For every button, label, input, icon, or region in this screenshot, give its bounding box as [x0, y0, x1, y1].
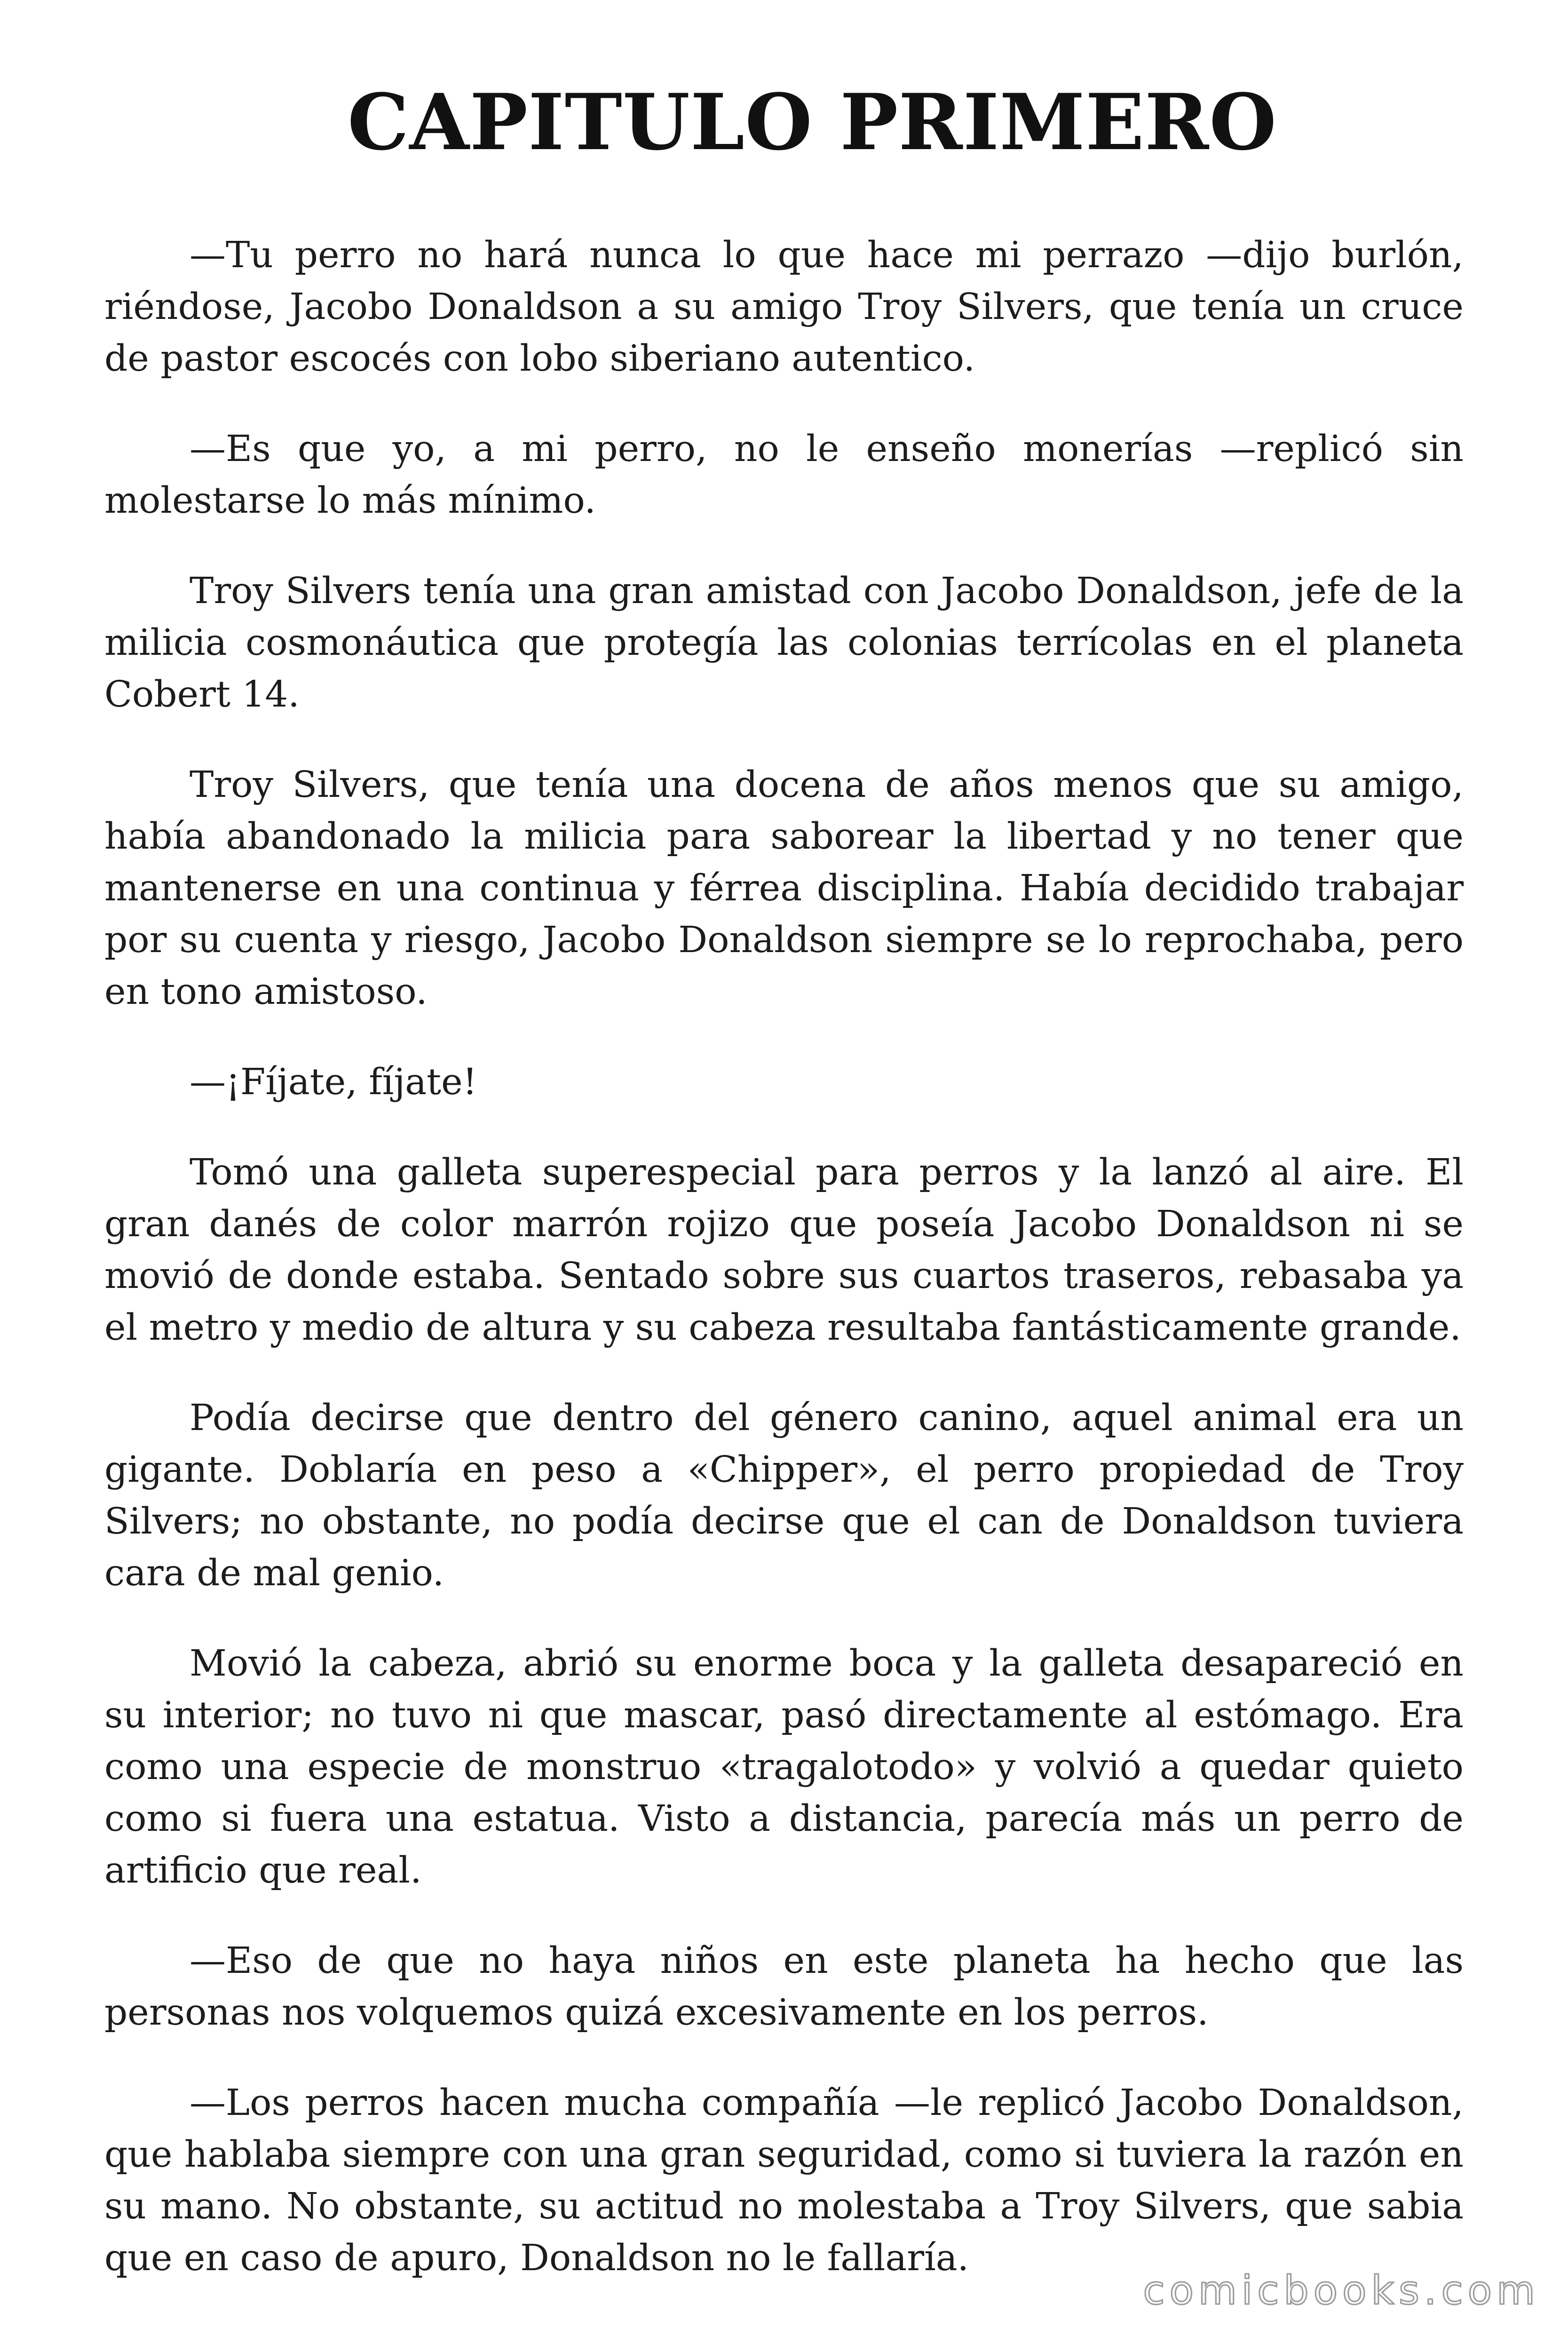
chapter-title: CAPITULO PRIMERO: [347, 77, 1277, 167]
paragraph-7: Podía decirse que dentro del género canino, aquel animal era un gigante. Doblaría en peso a «Chipper», el perro propiedad de Troy Silvers; no obstante, no podía decirse que el can de Donaldson tuviera cara de mal genio.: [104, 1397, 1464, 1594]
page-body: [104, 71, 1464, 2323]
watermark: comicbooks.com: [1143, 2267, 1540, 2313]
paragraph-1: —Tu perro no hará nunca lo que hace mi perrazo —dijo burlón, riéndose, Jacobo Donaldson a su amigo Troy Silvers, que tenía un cruce de pastor escocés con lobo siberiano autentico.: [104, 234, 1464, 380]
paragraph-5: —¡Fíjate, fíjate!: [190, 1061, 477, 1103]
paragraph-2: —Es que yo, a mi perro, no le enseño monerías —replicó sin molestarse lo más mínimo.: [104, 428, 1464, 522]
paragraph-4: Troy Silvers, que tenía una docena de años menos que su amigo, había abandonado la milicia para saborear la libertad y no tener que mantenerse en una continua y férrea disciplina. Había decidido trabajar por su cuenta y riesgo, Jacobo Donaldson siempre se lo reprochaba, pero en tono amistoso.: [104, 764, 1464, 1013]
paragraph-9: —Eso de que no haya niños en este planeta ha hecho que las personas nos volquemos quizá excesivamente en los perros.: [104, 1940, 1464, 2034]
paragraph-3: Troy Silvers tenía una gran amistad con Jacobo Donaldson, jefe de la milicia cosmonáutica que protegía las colonias terrícolas en el planeta Cobert 14.: [104, 570, 1464, 715]
paragraph-6: Tomó una galleta superespecial para perros y la lanzó al aire. El gran danés de color marrón rojizo que poseía Jacobo Donaldson ni se movió de donde estaba. Sentado sobre sus cuartos traseros, rebasaba ya el metro y medio de altura y su cabeza resultaba fantásticamente grande.: [104, 1152, 1464, 1349]
paragraph-10: —Los perros hacen mucha compañía —le replicó Jacobo Donaldson, que hablaba siempre con una gran seguridad, como si tuviera la razón en su mano. No obstante, su actitud no molestaba a Troy Silvers, que sabia que en caso de apuro, Donaldson no le fallaría.: [104, 2082, 1464, 2279]
paragraph-8: Movió la cabeza, abrió su enorme boca y la galleta desapareció en su interior; no tuvo ni que mascar, pasó directamente al estómago. Era como una especie de monstruo «tragalotodo» y volvió a quedar quieto como si fuera una estatua. Visto a distancia, parecía más un perro de artificio que real.: [104, 1643, 1464, 1891]
